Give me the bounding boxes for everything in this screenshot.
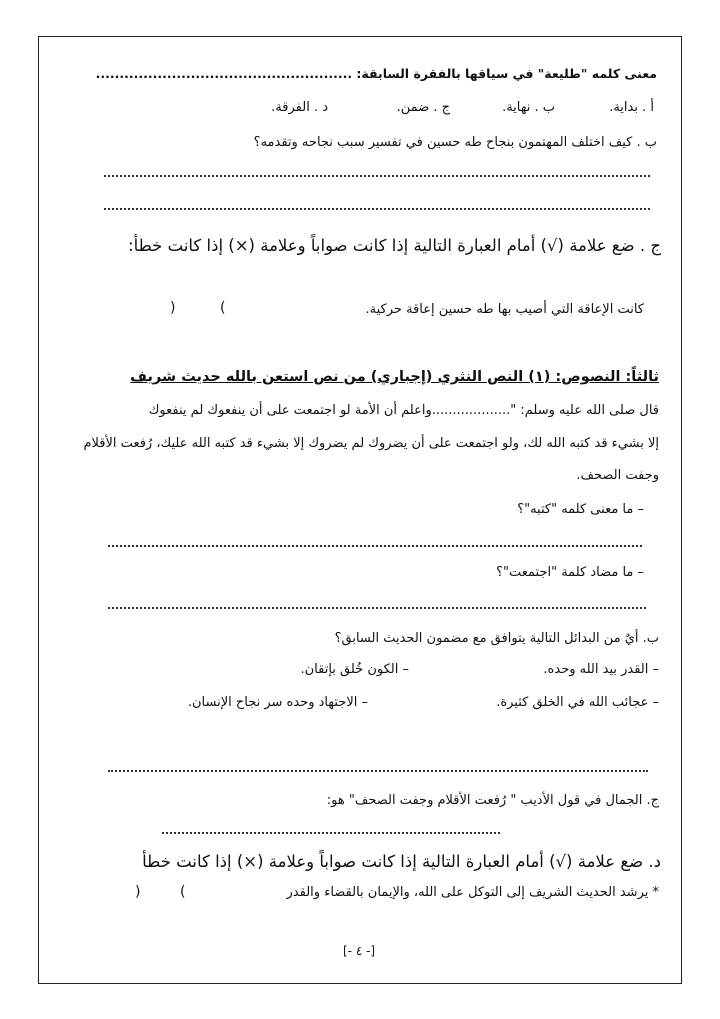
option-3: – عجائب الله في الخلق كثيرة. bbox=[496, 695, 659, 710]
option-c: ج . ضمن. bbox=[396, 100, 450, 115]
answer-line[interactable] bbox=[108, 607, 646, 609]
answer-line[interactable] bbox=[104, 208, 650, 210]
question-d: د. ضع علامة (√) أمام العبارة التالية إذا كانت صواباً وعلامة (×) إذا كانت خطأ bbox=[142, 852, 661, 871]
hadith-line-2: إلا بشيء قد كتبه الله لك، ولو اجتمعت على أن يضروك لم يضروك إلا بشيء قد كتبه الله عليك، رُفعت الأقلام bbox=[83, 436, 659, 451]
statement: كانت الإعاقة التي أصيب بها طه حسين إعاقة حركية. bbox=[365, 302, 644, 317]
meaning-question: معنى كلمه "طليعة" في سياقها بالفقرة السابقة: ...................................................... bbox=[95, 66, 657, 81]
option-b: ب . نهاية. bbox=[502, 100, 555, 115]
answer-line[interactable] bbox=[108, 770, 648, 772]
question-c: ج . ضع علامة (√) أمام العبارة التالية إذا كانت صواباً وعلامة (×) إذا كانت خطأ: bbox=[128, 236, 661, 255]
hadith-line-3: وجفت الصحف. bbox=[576, 468, 659, 483]
option-1: – القدر بيد الله وحده. bbox=[543, 662, 659, 677]
question-2: – ما مضاد كلمة "اجتمعت"؟ bbox=[496, 565, 644, 580]
question-b: ب . كيف اختلف المهتمون بنجاح طه حسين في تفسير سبب نجاحه وتقدمه؟ bbox=[253, 135, 657, 150]
answer-paren-close[interactable]: ) bbox=[170, 300, 176, 316]
section-heading: ثالثاً: النصوص: (١) النص النثري (إجباري) من نص استعن بالله حديث شريف bbox=[130, 369, 659, 385]
option-a: أ . بداية. bbox=[609, 100, 654, 115]
option-2: – الكون خُلق بإتقان. bbox=[300, 662, 409, 677]
answer-paren-open-2[interactable]: ( bbox=[180, 884, 186, 900]
answer-line[interactable] bbox=[162, 832, 500, 834]
page-number: [- ٤ -] bbox=[343, 944, 376, 958]
answer-paren-open[interactable]: ( bbox=[220, 300, 226, 316]
hadith-line-1: قال صلى الله عليه وسلم: "...................واعلم أن الأمة لو اجتمعت على أن ينفعوك لم ينفعوك bbox=[148, 403, 659, 418]
question-1: – ما معنى كلمه "كتبه"؟ bbox=[517, 502, 644, 517]
question-b-2: ب. أيٌ من البدائل التالية يتوافق مع مضمون الحديث السابق؟ bbox=[334, 631, 659, 646]
answer-line[interactable] bbox=[108, 545, 642, 547]
statement-2: * يرشد الحديث الشريف إلى التوكل على الله، والإيمان بالقضاء والقدر bbox=[286, 885, 659, 900]
option-4: – الاجتهاد وحده سر نجاح الإنسان. bbox=[187, 695, 368, 710]
answer-line[interactable] bbox=[104, 175, 650, 177]
option-d: د . الفرقة. bbox=[271, 100, 328, 115]
question-c-2: ج. الجمال في قول الأديب " رُفعت الأقلام وجفت الصحف" هو: bbox=[326, 793, 659, 808]
answer-paren-close-2[interactable]: ) bbox=[135, 884, 141, 900]
